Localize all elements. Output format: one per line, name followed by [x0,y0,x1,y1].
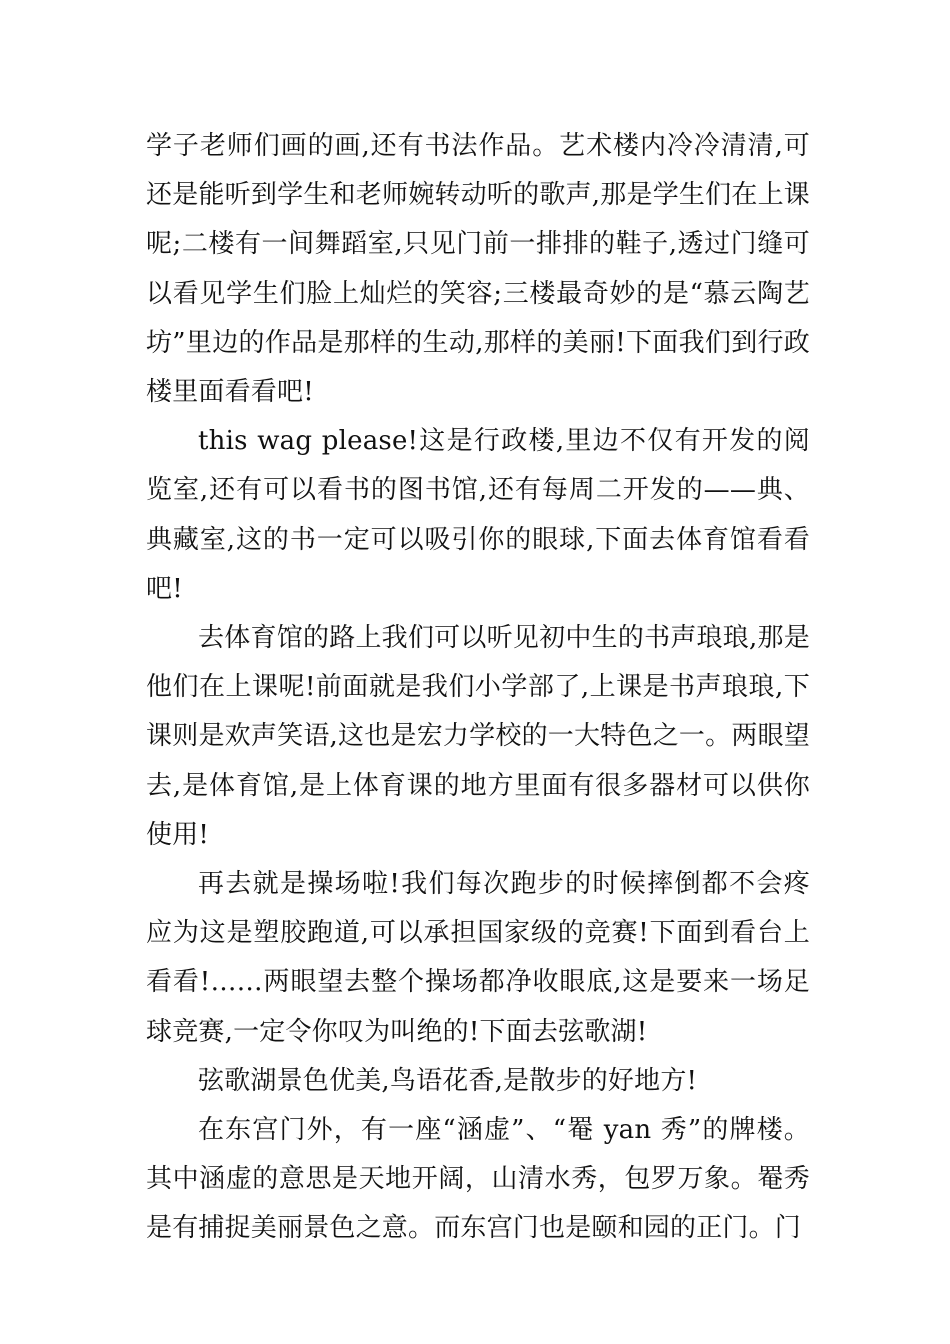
document-body [146,122,810,1254]
paragraph-1: 学子老师们画的画,还有书法作品。艺术楼内冷冷清清,可还是能听到学生和老师婉转动听的歌声,那是学生们在上课呢;二楼有一间舞蹈室,只见门前一排排的鞋子,透过门缝可以看见学生们脸上灿烂的笑容;三楼最奇妙的是“慕云陶艺坊”里边的作品是那样的生动,那样的美丽!下面我们到行政楼里面看看吧! [146,131,810,408]
paragraph-6: 在东宫门外，有一座“涵虚”、“罨 yan 秀”的牌楼。其中涵虚的意思是天地开阔，山清水秀，包罗万象。罨秀是有捕捉美丽景色之意。而东宫门也是颐和园的正门。门 [146,1115,810,1244]
paragraph-2: this wag please!这是行政楼,里边不仅有开发的阅览室,还有可以看书的图书馆,还有每周二开发的——典、典藏室,这的书一定可以吸引你的眼球,下面去体育馆看看吧! [146,426,810,604]
paragraph-4: 再去就是操场啦!我们每次跑步的时候摔倒都不会疼应为这是塑胶跑道,可以承担国家级的竞赛!下面到看台上看看!……两眼望去整个操场都净收眼底,这是要来一场足球竞赛,一定令你叹为叫绝的!下面去弦歌湖! [146,869,810,1047]
paragraph-5: 弦歌湖景色优美,鸟语花香,是散步的好地方! [198,1065,698,1096]
paragraph-3: 去体育馆的路上我们可以听见初中生的书声琅琅,那是他们在上课呢!前面就是我们小学部了,上课是书声琅琅,下课则是欢声笑语,这也是宏力学校的一大特色之一。两眼望去,是体育馆,是上体育课的地方里面有很多器材可以供你使用! [146,623,810,850]
